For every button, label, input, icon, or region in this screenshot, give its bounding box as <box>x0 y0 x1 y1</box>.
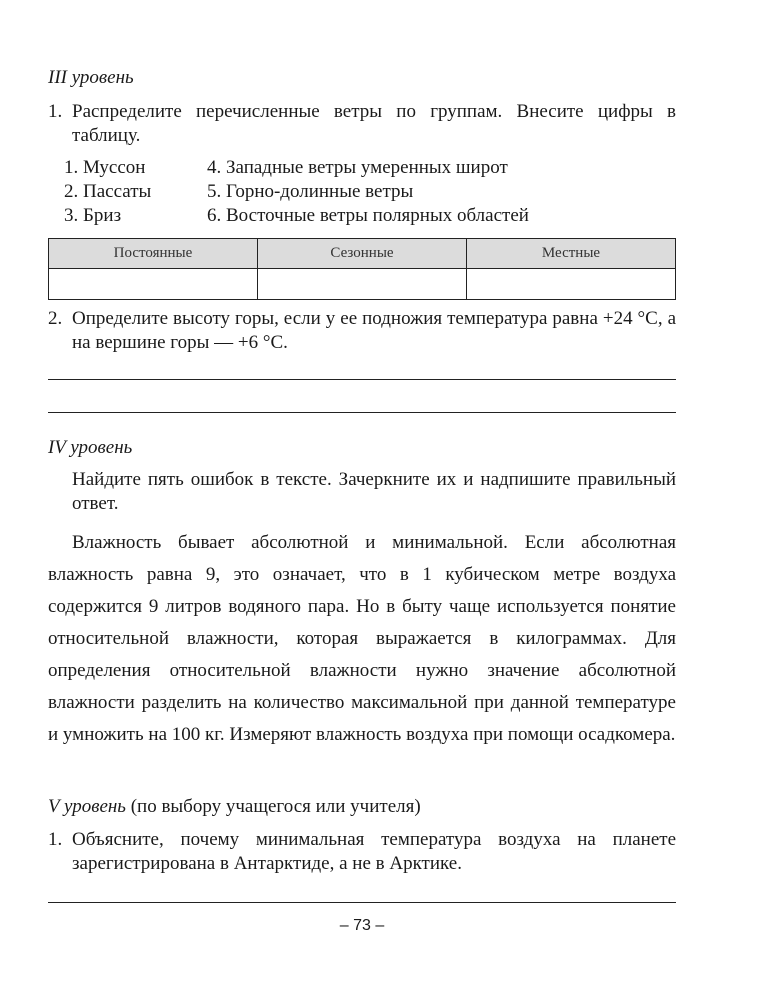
wind-item: 6. Восточные ветры полярных областей <box>207 205 529 226</box>
table-header-seasonal: Сезонные <box>258 239 467 269</box>
answer-cell-local[interactable] <box>467 269 676 300</box>
wind-item: 3. Бриз <box>64 205 122 226</box>
task-5-1 <box>48 828 676 876</box>
wind-item: 1. Муссон <box>64 157 146 178</box>
winds-row <box>48 180 676 204</box>
task-text: Объясните, почему минимальная температура воздуха на планете зарегистрирована в Антарктиде, а не в Арктике. <box>72 829 676 874</box>
winds-row <box>48 204 676 228</box>
error-text-paragraph: Влажность бывает абсолютной и минимальной. Если абсолютная влажность равна 9, это означает, что в 1 кубическом метре воздуха содержится 9 литров водяного пара. Но в быту чаще используется понятие относительной влажности, которая выражается в килограммах. Для определения относительной влажности нужно значение абсолютной влажности разделить на количество максимальной при данной температуре и умножить на 100 кг. Измеряют влажность воздуха при помощи осадкомера. <box>48 532 676 745</box>
level-5-label: V уровень <box>48 796 126 817</box>
task-3-2 <box>48 307 676 355</box>
page-number: – 73 – <box>339 917 385 934</box>
answer-cell-permanent[interactable] <box>49 269 258 300</box>
wind-item: 4. Западные ветры умеренных широт <box>207 157 508 178</box>
task-number: 2. <box>48 308 63 329</box>
winds-list <box>48 156 676 228</box>
task-number: 1. <box>48 829 63 850</box>
level-5-note: (по выбору учащегося или учителя) <box>125 796 421 817</box>
wind-groups-table <box>48 238 676 300</box>
wind-item: 2. Пассаты <box>64 181 152 202</box>
level-4-title: IV уровень <box>48 437 133 458</box>
answer-cell-seasonal[interactable] <box>258 269 467 300</box>
answer-line[interactable] <box>48 379 676 380</box>
table-row <box>49 269 676 300</box>
answer-line[interactable] <box>48 412 676 413</box>
task-number: 1. <box>48 101 63 122</box>
task-text: Определите высоту горы, если у ее подножия температура равна +24 °C, а на вершине горы — +6 °C. <box>72 308 676 353</box>
table-header-local: Местные <box>467 239 676 269</box>
level-3-title: III уровень <box>48 67 134 88</box>
task-4-instruction: Найдите пять ошибок в тексте. Зачеркните их и надпишите правильный ответ. <box>72 469 676 514</box>
table-header-row <box>49 239 676 269</box>
table-header-permanent: Постоянные <box>49 239 258 269</box>
winds-row <box>48 156 676 180</box>
task-text: Распределите перечисленные ветры по группам. Внесите цифры в таблицу. <box>72 101 676 146</box>
task-3-1 <box>48 100 676 148</box>
answer-line[interactable] <box>48 902 676 903</box>
wind-item: 5. Горно-долинные ветры <box>207 181 414 202</box>
level-5-title <box>48 795 421 819</box>
